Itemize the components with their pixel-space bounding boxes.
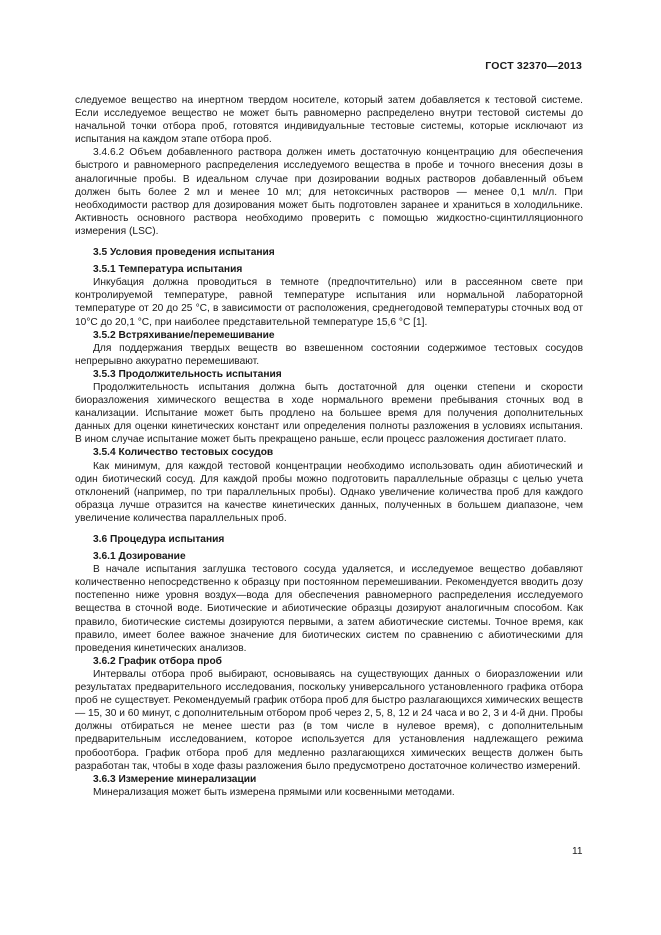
paragraph: Продолжительность испытания должна быть достаточной для оценки степени и скорости биоразложения химического вещества в ходе нормального времени пребывания сточных вод в канализации. Испытание может быть продлено на большее время для получения дополнительных данных для оценки кинетических констант или определения полноты разложения в условиях испытания. В ином случае испытание может быть прекращено раньше, если процесс разложения достигает плато.: [75, 381, 583, 446]
page-number: 11: [572, 846, 583, 857]
paragraph: 3.4.6.2 Объем добавленного раствора должен иметь достаточную концентрацию для обеспечения быстрого и равномерного распределения исследуемого вещества в пробе и точного внесения дозы в аналогичные пробы. В идеальном случае при дозировании водных растворов добавленный объем должен быть более 2 мл и менее 10 мл; для нетоксичных растворов — менее 0,1 мл/л. При необходимости раствор для дозирования может быть подготовлен заранее и храниться в холодильнике. Активность основного раствора необходимо проверить с помощью жидкостно-сцинтилляционного измерения (LSC).: [75, 147, 583, 237]
paragraph: следуемое вещество на инертном твердом носителе, который затем добавляется к тестовой системе. Если исследуемое вещество не может быть равномерно распределено внутри тестовой системы до начальной точки отбора проб, готовятся индивидуальные тестовые системы, которые исключают из испытания на каждом этапе отбора проб.: [75, 95, 583, 146]
paragraph: Для поддержания твердых веществ во взвешенном состоянии содержимое тестовых сосудов непрерывно аккуратно перемешивают.: [75, 342, 583, 367]
subsection-heading: 3.6.2 График отбора проб: [93, 655, 222, 667]
paragraph: Минерализация может быть измерена прямыми или косвенными методами.: [93, 786, 455, 798]
subsection-heading: 3.5.2 Встряхивание/перемешивание: [93, 329, 275, 341]
paragraph: Как минимум, для каждой тестовой концентрации необходимо использовать один абиотический и один биотический сосуд. Для каждой пробы можно подготовить параллельные образцы с целью учета отклонений (например, по три параллельных пробы). Однако увеличение количества проб для каждого образца лучше отразится на качестве кинетических данных, полученных в большем диапазоне, чем увеличение количества параллельных проб.: [75, 460, 583, 524]
subsection-heading: 3.5.3 Продолжительность испытания: [93, 368, 282, 380]
paragraph: Интервалы отбора проб выбирают, основываясь на существующих данных о биоразложении или результатах предварительного исследования, поскольку универсального установленного графика отбора проб не существует. Рекомендуемый график отбора проб для быстро разлагающихся химических веществ — 15, 30 и 60 минут, с дополнительным отбором проб через 2, 5, 8, 12 и 24 часа и во 2, 3 и 4-й дни. Пробы должны отбираться не менее шести раз (в том числе в нулевое время), с дополнительным предварительным исследованием, которое используется для установления надлежащего режима пробоотбора. График отбора проб для медленно разлагающихся химических веществ должен быть разработан так, чтобы в ходе фазы разложения было предусмотрено достаточное количество измерений.: [75, 668, 583, 772]
document-header: ГОСТ 32370—2013: [485, 60, 582, 72]
section-heading: 3.5 Условия проведения испытания: [93, 247, 275, 259]
subsection-heading: 3.5.4 Количество тестовых сосудов: [93, 447, 274, 459]
section-heading: 3.6 Процедура испытания: [93, 534, 225, 545]
paragraph: Инкубация должна проводиться в темноте (предпочтительно) или в рассеянном свете при контролируемой температуре, равной температуре испытания или нормальной лабораторной температуре от 20 до 25 °С, в зависимости от расположения, среднегодовой температуры сточных вод от 10°С до 20,1 °С, при наиболее представительной температуре 15,6 °С [1].: [75, 277, 583, 328]
subsection-heading: 3.6.1 Дозирование: [93, 551, 186, 563]
paragraph: В начале испытания заглушка тестового сосуда удаляется, и исследуемое вещество добавляют количественно непосредственно к образцу при постоянном перемешивании. Рекомендуется вводить дозу постепенно ниже уровня воздух—вода для обеспечения равномерного распределения исследуемого вещества в сточной воде. Биотические и абиотические образцы дозируют аналогичным способом. Как правило, биотические системы дозируются первыми, а затем абиотические системы. Точное время, как правило, имеет более важное значение для биотических систем по сравнению с абиотическими для проведения кинетических анализов.: [75, 564, 583, 654]
subsection-heading: 3.5.1 Температура испытания: [93, 264, 243, 276]
subsection-heading: 3.6.3 Измерение минерализации: [93, 773, 257, 785]
document-body: [75, 94, 583, 799]
